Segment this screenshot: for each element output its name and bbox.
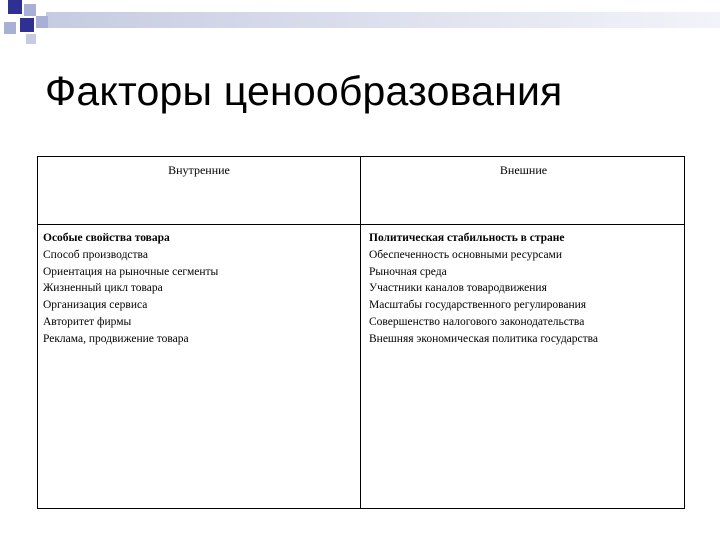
deco-square-light-4 xyxy=(26,34,36,44)
internal-factor: Ориентация на рыночные сегменты xyxy=(43,265,219,278)
external-factor: Рыночная среда xyxy=(369,265,447,278)
slide-title: Факторы ценообразования xyxy=(45,68,563,114)
internal-factor: Особые свойства товара xyxy=(43,232,170,244)
internal-factor: Реклама, продвижение товара xyxy=(43,332,189,345)
internal-factor: Авторитет фирмы xyxy=(43,315,132,328)
deco-square-light-2 xyxy=(36,16,48,28)
column-divider xyxy=(360,157,361,508)
internal-factor: Жизненный цикл товара xyxy=(43,282,163,295)
deco-square-dark-1 xyxy=(8,0,22,14)
external-factor: Политическая стабильность в стране xyxy=(369,232,565,244)
deco-square-light-1 xyxy=(24,4,36,16)
internal-header: Внутренние xyxy=(168,163,230,177)
header-divider xyxy=(38,224,684,225)
external-factor: Масштабы государственного регулирования xyxy=(369,299,587,312)
external-factor: Совершенство налогового законодательства xyxy=(369,315,585,328)
external-header: Внешние xyxy=(499,163,548,177)
internal-factor: Способ производства xyxy=(43,248,148,261)
deco-square-light-3 xyxy=(4,22,16,34)
external-factors-list xyxy=(369,230,598,348)
top-gradient-bar xyxy=(46,12,720,28)
internal-factors-list xyxy=(43,230,218,348)
external-factor: Участники каналов товародвижения xyxy=(369,282,547,295)
internal-factor: Организация сервиса xyxy=(43,299,148,312)
deco-square-dark-2 xyxy=(20,18,34,32)
external-factor: Обеспеченность основными ресурсами xyxy=(369,248,562,261)
external-factor: Внешняя экономическая политика государства xyxy=(369,332,599,345)
slide-decoration xyxy=(0,0,720,50)
factors-table xyxy=(37,156,685,509)
